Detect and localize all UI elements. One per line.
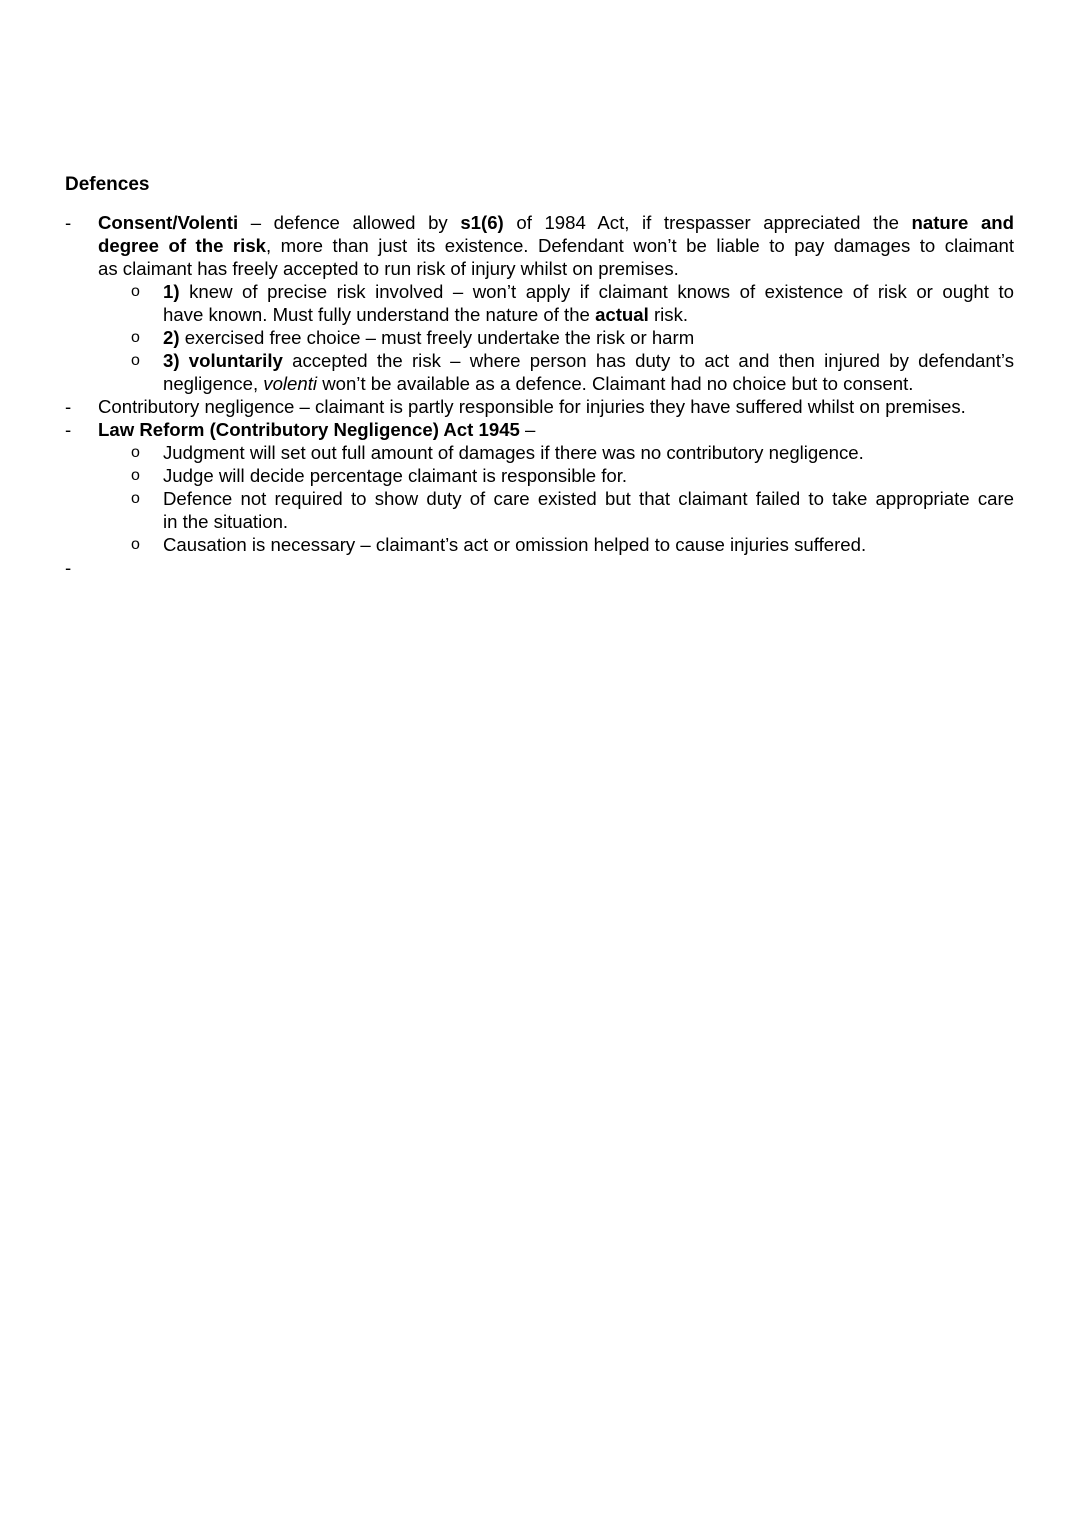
text-run: exercised free choice – must freely undertake the risk or harm: [179, 327, 695, 348]
circle-bullet-icon: o: [131, 283, 140, 300]
sub-bullet-item-line: [0, 533, 1080, 556]
circle-bullet-icon: o: [131, 490, 140, 507]
bold-text: Consent/Volenti: [98, 212, 239, 233]
circle-bullet-icon: o: [131, 352, 140, 369]
bold-text: actual: [595, 304, 649, 325]
bold-text: degree of the risk: [98, 235, 266, 256]
line-text: [163, 464, 1014, 487]
bullet-item-line: [0, 418, 1080, 441]
text-run: have known. Must fully understand the nature of the: [163, 304, 596, 325]
line-text: [163, 349, 1014, 372]
line-text: [163, 326, 1014, 349]
text-run: knew of precise risk involved – won’t apply if claimant knows of existence of risk or ought to: [179, 281, 1014, 302]
text-run: Defence not required to show duty of care existed but that claimant failed to take appropriate care: [163, 488, 1014, 509]
bold-text: s1(6): [460, 212, 504, 233]
line-text: [98, 234, 1014, 257]
line-text: [163, 487, 1014, 510]
line-text: [98, 211, 1014, 234]
sub-bullet-item-line: [0, 441, 1080, 464]
dash-bullet-icon: -: [65, 396, 72, 417]
circle-bullet-icon: o: [131, 467, 140, 484]
line-text: [163, 303, 1014, 326]
text-run: accepted the risk – where person has duty to act and then injured by defendant’s: [282, 350, 1014, 371]
text-run: in the situation.: [163, 511, 289, 532]
text-run: negligence,: [163, 373, 264, 394]
sub-bullet-item-line: [0, 372, 1080, 395]
text-run: Contributory negligence – claimant is partly responsible for injuries they have suffered whilst on premises.: [98, 396, 966, 417]
sub-bullet-item-line: [0, 303, 1080, 326]
text-run: Judgment will set out full amount of damages if there was no contributory negligence.: [163, 442, 864, 463]
sub-bullet-item-line: [0, 349, 1080, 372]
text-run: –: [519, 419, 536, 440]
line-text: [163, 533, 1014, 556]
sub-bullet-item-line: [0, 510, 1080, 533]
text-run: of 1984 Act, if trespasser appreciated the: [503, 212, 912, 233]
sub-bullet-item-line: [0, 487, 1080, 510]
bullet-item-line: [0, 211, 1080, 234]
dash-bullet-icon: -: [65, 212, 72, 233]
italic-text: volenti: [263, 373, 318, 394]
bold-text: 3) voluntarily: [163, 350, 283, 371]
text-run: , more than just its existence. Defendant won’t be liable to pay damages to claimant: [266, 235, 1014, 256]
line-text: [163, 280, 1014, 303]
bold-text: nature and: [911, 212, 1015, 233]
text-run: Judge will decide percentage claimant is responsible for.: [163, 465, 628, 486]
defences-list: [0, 211, 1080, 579]
line-text: [163, 372, 1014, 395]
text-run: as claimant has freely accepted to run risk of injury whilst on premises.: [98, 258, 679, 279]
text-run: Causation is necessary – claimant’s act or omission helped to cause injuries suffered.: [163, 534, 867, 555]
text-run: – defence allowed by: [238, 212, 461, 233]
line-text: [98, 395, 1014, 418]
bullet-item-line: [0, 395, 1080, 418]
line-text: [163, 441, 1014, 464]
sub-bullet-item-line: [0, 464, 1080, 487]
sub-bullet-item-line: [0, 326, 1080, 349]
circle-bullet-icon: o: [131, 329, 140, 346]
bullet-item-line: [0, 234, 1080, 257]
circle-bullet-icon: o: [131, 444, 140, 461]
line-text: [98, 418, 1014, 441]
text-run: won’t be available as a defence. Claimant had no choice but to consent.: [317, 373, 914, 394]
sub-bullet-item-line: [0, 280, 1080, 303]
text-run: risk.: [648, 304, 689, 325]
bold-text: Law Reform (Contributory Negligence) Act 1945: [98, 419, 520, 440]
line-text: [98, 257, 1014, 280]
dash-bullet-icon: -: [65, 557, 72, 578]
circle-bullet-icon: o: [131, 536, 140, 553]
bullet-item-line: [0, 257, 1080, 280]
section-heading: Defences: [65, 174, 150, 195]
bullet-item-line: [0, 556, 1080, 579]
dash-bullet-icon: -: [65, 419, 72, 440]
bold-text: 2): [163, 327, 180, 348]
line-text: [163, 510, 1014, 533]
bold-text: 1): [163, 281, 180, 302]
